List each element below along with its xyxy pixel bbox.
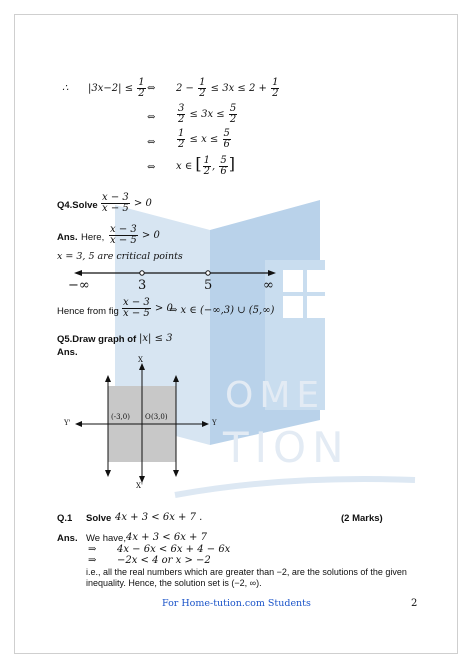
graph-label-y-prime: Y' <box>64 419 71 427</box>
q1-line-2: 4x − 6x < 6x + 4 − 6x <box>117 544 231 555</box>
number-line-left-arrow <box>74 270 82 276</box>
iff-symbol-3: ⇔ <box>147 137 156 148</box>
y-axis-right-arrow <box>202 421 209 427</box>
q1-marks: (2 Marks) <box>341 513 383 524</box>
q4-ans-expression: $\frac{x - 3}{x - 5}$ > 0 <box>110 224 160 246</box>
q4-label: Q4.Solve <box>57 200 98 211</box>
watermark-text-1: OME <box>225 375 326 416</box>
step-1: 2 − $\frac{1}{2}$ ≤ 3x ≤ 2 + $\frac{1}{2}$ <box>176 77 279 99</box>
graph-label-x: X <box>138 356 143 364</box>
watermark-text-2: TION <box>223 423 350 472</box>
q1-we-have: We have, <box>86 533 126 544</box>
step-3: $\frac{1}{2}$ ≤ x ≤ $\frac{5}{6}$ <box>178 128 230 150</box>
number-line-right-arrow <box>268 270 276 276</box>
number-line-label-3: 3 <box>138 278 147 293</box>
q1-line-1: 4x + 3 < 6x + 7 <box>126 532 207 543</box>
step-4: x ∈ [ $\frac{1}{2}$ , $\frac{5}{6}$ ] <box>176 154 236 177</box>
q5-label: Q5.Draw graph of <box>57 334 137 345</box>
q1-line-3: −2x < 4 or x > −2 <box>117 555 211 566</box>
y-axis-left-arrow <box>75 421 82 427</box>
abs-inequality: |3x−2| ≤ $\frac{1}{2}$ <box>88 77 145 99</box>
footer-text: For Home-tution.com Students <box>162 598 311 609</box>
q4-result: ⇒ x ∈ (−∞,3) ∪ (5,∞) <box>169 305 275 316</box>
iff-symbol-1: ⇔ <box>147 83 156 94</box>
q1-arrow-2: ⇒ <box>88 555 97 566</box>
boundary-left-top-arrow <box>105 375 111 382</box>
graph-label-x-prime: X' <box>136 482 143 490</box>
number-line-label-minus-infinity: −∞ <box>68 278 90 293</box>
graph-label-origin: O <box>145 413 151 421</box>
page-number: 2 <box>411 598 418 609</box>
q4-critical-points: x = 3, 5 are critical points <box>57 251 183 262</box>
q4-here: Here, <box>81 232 105 243</box>
number-line-label-infinity: ∞ <box>263 278 274 293</box>
q1-conclusion-1: i.e., all the real numbers which are greater than −2, are the solutions of the given <box>86 567 407 577</box>
critical-point-5 <box>206 271 210 275</box>
step-2: $\frac{3}{2}$ ≤ 3x ≤ $\frac{5}{2}$ <box>178 103 237 125</box>
q1-ans-label: Ans. <box>57 533 78 544</box>
boundary-right-top-arrow <box>173 375 179 382</box>
boundary-right-bottom-arrow <box>173 470 179 477</box>
therefore-symbol: ∴ <box>62 83 69 94</box>
critical-point-3 <box>140 271 144 275</box>
q4-hence-expression: $\frac{x - 3}{x - 5}$ > 0 <box>123 297 173 319</box>
q5-ans-label: Ans. <box>57 347 78 358</box>
number-line <box>60 262 280 294</box>
iff-symbol-2: ⇔ <box>147 112 156 123</box>
number-line-label-5: 5 <box>204 278 213 293</box>
q1-expression: 4x + 3 < 6x + 7 . <box>115 512 203 523</box>
q4-expression: $\frac{x - 3}{x - 5}$ > 0 <box>102 192 152 214</box>
q4-ans-label: Ans. <box>57 232 78 243</box>
graph-label-y: Y <box>212 419 217 427</box>
q1-solve: Solve <box>86 513 112 524</box>
graph-label-point-right: (3,0) <box>151 413 168 421</box>
x-axis-top-arrow <box>139 363 145 370</box>
q1-conclusion-2: inequality. Hence, the solution set is (−2, ∞). <box>86 578 262 588</box>
q1-arrow-1: ⇒ <box>88 544 97 555</box>
q5-graph <box>72 358 222 490</box>
iff-symbol-4: ⇔ <box>147 162 156 173</box>
q4-hence: Hence from fig <box>57 306 119 317</box>
boundary-left-bottom-arrow <box>105 470 111 477</box>
q5-expression: |x| ≤ 3 <box>139 333 173 344</box>
graph-label-point-left: (-3,0) <box>111 413 130 421</box>
q1-label: Q.1 <box>57 513 73 524</box>
